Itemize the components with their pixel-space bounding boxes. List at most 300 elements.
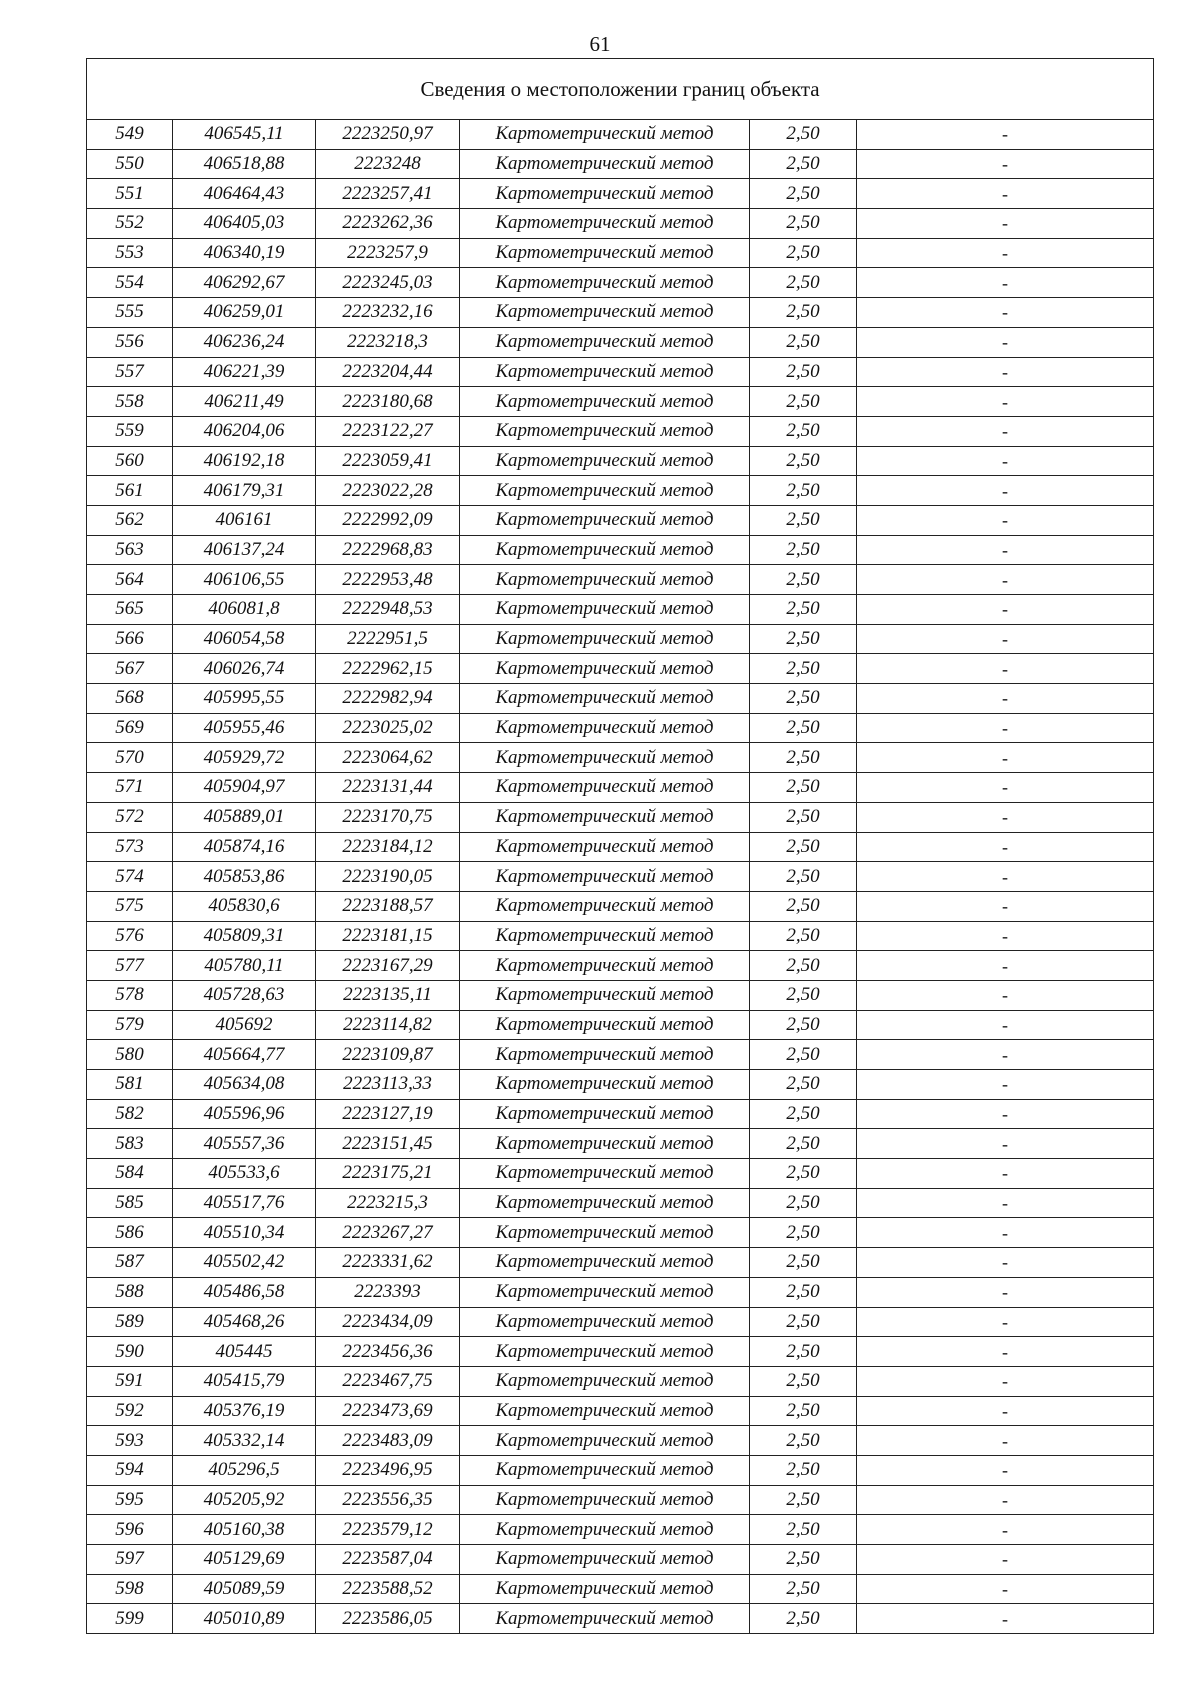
y-coordinate-cell: 2223250,97 <box>316 120 460 150</box>
x-coordinate-cell: 405486,58 <box>173 1277 316 1307</box>
point-number-cell: 577 <box>87 951 173 981</box>
point-number-cell: 584 <box>87 1159 173 1189</box>
table-row <box>87 1337 1154 1367</box>
y-coordinate-cell: 2223257,9 <box>316 238 460 268</box>
x-coordinate-cell: 405129,69 <box>173 1545 316 1575</box>
method-cell: Картометрический метод <box>460 1099 750 1129</box>
method-cell: Картометрический метод <box>460 1604 750 1634</box>
x-coordinate-cell: 405517,76 <box>173 1188 316 1218</box>
note-cell: - <box>857 1010 1154 1040</box>
point-number-cell: 589 <box>87 1307 173 1337</box>
note-cell: - <box>857 862 1154 892</box>
point-number-cell: 554 <box>87 268 173 298</box>
note-cell: - <box>857 476 1154 506</box>
method-cell: Картометрический метод <box>460 773 750 803</box>
y-coordinate-cell: 2223232,16 <box>316 298 460 328</box>
table-row <box>87 1307 1154 1337</box>
point-number-cell: 559 <box>87 416 173 446</box>
y-coordinate-cell: 2223181,15 <box>316 921 460 951</box>
point-number-cell: 565 <box>87 595 173 625</box>
note-cell: - <box>857 1366 1154 1396</box>
table-row <box>87 327 1154 357</box>
note-cell: - <box>857 1485 1154 1515</box>
table-title: Сведения о местоположении границ объекта <box>87 59 1154 120</box>
table-row <box>87 802 1154 832</box>
x-coordinate-cell: 405010,89 <box>173 1604 316 1634</box>
method-cell: Картометрический метод <box>460 891 750 921</box>
y-coordinate-cell: 2223245,03 <box>316 268 460 298</box>
x-coordinate-cell: 405780,11 <box>173 951 316 981</box>
point-number-cell: 552 <box>87 209 173 239</box>
note-cell: - <box>857 268 1154 298</box>
table-row <box>87 891 1154 921</box>
x-coordinate-cell: 405853,86 <box>173 862 316 892</box>
method-cell: Картометрический метод <box>460 1010 750 1040</box>
note-cell: - <box>857 654 1154 684</box>
accuracy-cell: 2,50 <box>750 1604 857 1634</box>
y-coordinate-cell: 2223262,36 <box>316 209 460 239</box>
point-number-cell: 566 <box>87 624 173 654</box>
x-coordinate-cell: 405929,72 <box>173 743 316 773</box>
accuracy-cell: 2,50 <box>750 179 857 209</box>
accuracy-cell: 2,50 <box>750 862 857 892</box>
table-row <box>87 1277 1154 1307</box>
x-coordinate-cell: 405830,6 <box>173 891 316 921</box>
accuracy-cell: 2,50 <box>750 327 857 357</box>
y-coordinate-cell: 2222951,5 <box>316 624 460 654</box>
table-row <box>87 387 1154 417</box>
point-number-cell: 585 <box>87 1188 173 1218</box>
point-number-cell: 599 <box>87 1604 173 1634</box>
x-coordinate-cell: 406137,24 <box>173 535 316 565</box>
y-coordinate-cell: 2223267,27 <box>316 1218 460 1248</box>
note-cell: - <box>857 921 1154 951</box>
method-cell: Картометрический метод <box>460 654 750 684</box>
point-number-cell: 581 <box>87 1070 173 1100</box>
method-cell: Картометрический метод <box>460 1040 750 1070</box>
note-cell: - <box>857 1604 1154 1634</box>
x-coordinate-cell: 405596,96 <box>173 1099 316 1129</box>
x-coordinate-cell: 405445 <box>173 1337 316 1367</box>
method-cell: Картометрический метод <box>460 862 750 892</box>
x-coordinate-cell: 406518,88 <box>173 149 316 179</box>
method-cell: Картометрический метод <box>460 1188 750 1218</box>
table-row <box>87 179 1154 209</box>
point-number-cell: 560 <box>87 446 173 476</box>
note-cell: - <box>857 743 1154 773</box>
y-coordinate-cell: 2223331,62 <box>316 1248 460 1278</box>
x-coordinate-cell: 406259,01 <box>173 298 316 328</box>
x-coordinate-cell: 405874,16 <box>173 832 316 862</box>
point-number-cell: 583 <box>87 1129 173 1159</box>
table-row <box>87 535 1154 565</box>
point-number-cell: 597 <box>87 1545 173 1575</box>
y-coordinate-cell: 2223496,95 <box>316 1455 460 1485</box>
point-number-cell: 591 <box>87 1366 173 1396</box>
point-number-cell: 561 <box>87 476 173 506</box>
table-row <box>87 209 1154 239</box>
x-coordinate-cell: 405415,79 <box>173 1366 316 1396</box>
table-row <box>87 1366 1154 1396</box>
point-number-cell: 598 <box>87 1574 173 1604</box>
x-coordinate-cell: 406464,43 <box>173 179 316 209</box>
table-row <box>87 1218 1154 1248</box>
x-coordinate-cell: 405634,08 <box>173 1070 316 1100</box>
x-coordinate-cell: 406179,31 <box>173 476 316 506</box>
note-cell: - <box>857 773 1154 803</box>
point-number-cell: 590 <box>87 1337 173 1367</box>
x-coordinate-cell: 406236,24 <box>173 327 316 357</box>
note-cell: - <box>857 1188 1154 1218</box>
accuracy-cell: 2,50 <box>750 802 857 832</box>
accuracy-cell: 2,50 <box>750 149 857 179</box>
method-cell: Картометрический метод <box>460 1307 750 1337</box>
method-cell: Картометрический метод <box>460 416 750 446</box>
y-coordinate-cell: 2223151,45 <box>316 1129 460 1159</box>
accuracy-cell: 2,50 <box>750 1070 857 1100</box>
table-row <box>87 120 1154 150</box>
table-row <box>87 713 1154 743</box>
y-coordinate-cell: 2223248 <box>316 149 460 179</box>
method-cell: Картометрический метод <box>460 268 750 298</box>
point-number-cell: 570 <box>87 743 173 773</box>
point-number-cell: 551 <box>87 179 173 209</box>
x-coordinate-cell: 405332,14 <box>173 1426 316 1456</box>
point-number-cell: 563 <box>87 535 173 565</box>
point-number-cell: 594 <box>87 1455 173 1485</box>
point-number-cell: 595 <box>87 1485 173 1515</box>
x-coordinate-cell: 406221,39 <box>173 357 316 387</box>
y-coordinate-cell: 2223588,52 <box>316 1574 460 1604</box>
point-number-cell: 555 <box>87 298 173 328</box>
y-coordinate-cell: 2223180,68 <box>316 387 460 417</box>
table-row <box>87 1010 1154 1040</box>
method-cell: Картометрический метод <box>460 951 750 981</box>
x-coordinate-cell: 406081,8 <box>173 595 316 625</box>
table-row <box>87 476 1154 506</box>
accuracy-cell: 2,50 <box>750 1307 857 1337</box>
table-row <box>87 149 1154 179</box>
method-cell: Картометрический метод <box>460 595 750 625</box>
y-coordinate-cell: 2223456,36 <box>316 1337 460 1367</box>
note-cell: - <box>857 1545 1154 1575</box>
method-cell: Картометрический метод <box>460 1545 750 1575</box>
note-cell: - <box>857 416 1154 446</box>
note-cell: - <box>857 624 1154 654</box>
accuracy-cell: 2,50 <box>750 654 857 684</box>
method-cell: Картометрический метод <box>460 1277 750 1307</box>
method-cell: Картометрический метод <box>460 238 750 268</box>
table-body <box>87 59 1154 1634</box>
table-row <box>87 1396 1154 1426</box>
x-coordinate-cell: 406292,67 <box>173 268 316 298</box>
table-row <box>87 1574 1154 1604</box>
x-coordinate-cell: 406340,19 <box>173 238 316 268</box>
note-cell: - <box>857 446 1154 476</box>
x-coordinate-cell: 405904,97 <box>173 773 316 803</box>
y-coordinate-cell: 2223175,21 <box>316 1159 460 1189</box>
point-number-cell: 586 <box>87 1218 173 1248</box>
y-coordinate-cell: 2223025,02 <box>316 713 460 743</box>
x-coordinate-cell: 406106,55 <box>173 565 316 595</box>
x-coordinate-cell: 405510,34 <box>173 1218 316 1248</box>
accuracy-cell: 2,50 <box>750 980 857 1010</box>
table-row <box>87 684 1154 714</box>
x-coordinate-cell: 405955,46 <box>173 713 316 743</box>
note-cell: - <box>857 1099 1154 1129</box>
point-number-cell: 571 <box>87 773 173 803</box>
accuracy-cell: 2,50 <box>750 1545 857 1575</box>
y-coordinate-cell: 2223467,75 <box>316 1366 460 1396</box>
table-row <box>87 1129 1154 1159</box>
table-row <box>87 298 1154 328</box>
point-number-cell: 550 <box>87 149 173 179</box>
accuracy-cell: 2,50 <box>750 1574 857 1604</box>
y-coordinate-cell: 2222948,53 <box>316 595 460 625</box>
note-cell: - <box>857 802 1154 832</box>
point-number-cell: 575 <box>87 891 173 921</box>
accuracy-cell: 2,50 <box>750 476 857 506</box>
table-row <box>87 654 1154 684</box>
y-coordinate-cell: 2223022,28 <box>316 476 460 506</box>
table-row <box>87 1455 1154 1485</box>
accuracy-cell: 2,50 <box>750 921 857 951</box>
method-cell: Картометрический метод <box>460 446 750 476</box>
accuracy-cell: 2,50 <box>750 1099 857 1129</box>
x-coordinate-cell: 405995,55 <box>173 684 316 714</box>
table-row <box>87 1545 1154 1575</box>
x-coordinate-cell: 406204,06 <box>173 416 316 446</box>
point-number-cell: 578 <box>87 980 173 1010</box>
y-coordinate-cell: 2223109,87 <box>316 1040 460 1070</box>
accuracy-cell: 2,50 <box>750 1277 857 1307</box>
note-cell: - <box>857 209 1154 239</box>
point-number-cell: 576 <box>87 921 173 951</box>
accuracy-cell: 2,50 <box>750 298 857 328</box>
x-coordinate-cell: 405692 <box>173 1010 316 1040</box>
accuracy-cell: 2,50 <box>750 1218 857 1248</box>
y-coordinate-cell: 2223188,57 <box>316 891 460 921</box>
table-row <box>87 743 1154 773</box>
accuracy-cell: 2,50 <box>750 624 857 654</box>
accuracy-cell: 2,50 <box>750 713 857 743</box>
accuracy-cell: 2,50 <box>750 416 857 446</box>
note-cell: - <box>857 535 1154 565</box>
note-cell: - <box>857 1455 1154 1485</box>
table-row <box>87 1040 1154 1070</box>
note-cell: - <box>857 1426 1154 1456</box>
y-coordinate-cell: 2223170,75 <box>316 802 460 832</box>
y-coordinate-cell: 2223059,41 <box>316 446 460 476</box>
table-row <box>87 238 1154 268</box>
table-row <box>87 1159 1154 1189</box>
point-number-cell: 593 <box>87 1426 173 1456</box>
note-cell: - <box>857 1248 1154 1278</box>
accuracy-cell: 2,50 <box>750 1248 857 1278</box>
x-coordinate-cell: 406405,03 <box>173 209 316 239</box>
point-number-cell: 567 <box>87 654 173 684</box>
note-cell: - <box>857 238 1154 268</box>
method-cell: Картометрический метод <box>460 1218 750 1248</box>
accuracy-cell: 2,50 <box>750 1515 857 1545</box>
method-cell: Картометрический метод <box>460 535 750 565</box>
point-number-cell: 549 <box>87 120 173 150</box>
table-row <box>87 1515 1154 1545</box>
y-coordinate-cell: 2223257,41 <box>316 179 460 209</box>
x-coordinate-cell: 406192,18 <box>173 446 316 476</box>
table-row <box>87 951 1154 981</box>
x-coordinate-cell: 406161 <box>173 505 316 535</box>
accuracy-cell: 2,50 <box>750 1485 857 1515</box>
note-cell: - <box>857 713 1154 743</box>
note-cell: - <box>857 149 1154 179</box>
note-cell: - <box>857 298 1154 328</box>
note-cell: - <box>857 1129 1154 1159</box>
point-number-cell: 592 <box>87 1396 173 1426</box>
accuracy-cell: 2,50 <box>750 387 857 417</box>
table-row <box>87 832 1154 862</box>
x-coordinate-cell: 405468,26 <box>173 1307 316 1337</box>
y-coordinate-cell: 2223131,44 <box>316 773 460 803</box>
note-cell: - <box>857 505 1154 535</box>
accuracy-cell: 2,50 <box>750 565 857 595</box>
accuracy-cell: 2,50 <box>750 238 857 268</box>
table-row <box>87 268 1154 298</box>
page-number: 61 <box>589 32 611 56</box>
x-coordinate-cell: 405376,19 <box>173 1396 316 1426</box>
x-coordinate-cell: 405296,5 <box>173 1455 316 1485</box>
method-cell: Картометрический метод <box>460 1337 750 1367</box>
note-cell: - <box>857 832 1154 862</box>
y-coordinate-cell: 2223556,35 <box>316 1485 460 1515</box>
note-cell: - <box>857 357 1154 387</box>
accuracy-cell: 2,50 <box>750 209 857 239</box>
table-row <box>87 1188 1154 1218</box>
y-coordinate-cell: 2222962,15 <box>316 654 460 684</box>
method-cell: Картометрический метод <box>460 684 750 714</box>
method-cell: Картометрический метод <box>460 149 750 179</box>
accuracy-cell: 2,50 <box>750 1366 857 1396</box>
note-cell: - <box>857 1515 1154 1545</box>
point-number-cell: 587 <box>87 1248 173 1278</box>
y-coordinate-cell: 2223393 <box>316 1277 460 1307</box>
method-cell: Картометрический метод <box>460 565 750 595</box>
y-coordinate-cell: 2222992,09 <box>316 505 460 535</box>
accuracy-cell: 2,50 <box>750 505 857 535</box>
method-cell: Картометрический метод <box>460 1159 750 1189</box>
accuracy-cell: 2,50 <box>750 891 857 921</box>
point-number-cell: 553 <box>87 238 173 268</box>
note-cell: - <box>857 120 1154 150</box>
y-coordinate-cell: 2223113,33 <box>316 1070 460 1100</box>
x-coordinate-cell: 405664,77 <box>173 1040 316 1070</box>
accuracy-cell: 2,50 <box>750 1426 857 1456</box>
x-coordinate-cell: 405889,01 <box>173 802 316 832</box>
x-coordinate-cell: 406211,49 <box>173 387 316 417</box>
method-cell: Картометрический метод <box>460 120 750 150</box>
point-number-cell: 568 <box>87 684 173 714</box>
note-cell: - <box>857 1396 1154 1426</box>
x-coordinate-cell: 405557,36 <box>173 1129 316 1159</box>
table-row <box>87 980 1154 1010</box>
table-row <box>87 1604 1154 1634</box>
note-cell: - <box>857 951 1154 981</box>
point-number-cell: 579 <box>87 1010 173 1040</box>
point-number-cell: 582 <box>87 1099 173 1129</box>
point-number-cell: 572 <box>87 802 173 832</box>
note-cell: - <box>857 1337 1154 1367</box>
table-row <box>87 1099 1154 1129</box>
y-coordinate-cell: 2223587,04 <box>316 1545 460 1575</box>
x-coordinate-cell: 405728,63 <box>173 980 316 1010</box>
y-coordinate-cell: 2223434,09 <box>316 1307 460 1337</box>
y-coordinate-cell: 2223483,09 <box>316 1426 460 1456</box>
note-cell: - <box>857 1070 1154 1100</box>
method-cell: Картометрический метод <box>460 624 750 654</box>
accuracy-cell: 2,50 <box>750 684 857 714</box>
note-cell: - <box>857 565 1154 595</box>
x-coordinate-cell: 405809,31 <box>173 921 316 951</box>
table-row <box>87 1070 1154 1100</box>
y-coordinate-cell: 2223190,05 <box>316 862 460 892</box>
y-coordinate-cell: 2222968,83 <box>316 535 460 565</box>
note-cell: - <box>857 1040 1154 1070</box>
y-coordinate-cell: 2223064,62 <box>316 743 460 773</box>
table-row <box>87 773 1154 803</box>
method-cell: Картометрический метод <box>460 1366 750 1396</box>
note-cell: - <box>857 980 1154 1010</box>
method-cell: Картометрический метод <box>460 1515 750 1545</box>
x-coordinate-cell: 405089,59 <box>173 1574 316 1604</box>
note-cell: - <box>857 327 1154 357</box>
point-number-cell: 573 <box>87 832 173 862</box>
method-cell: Картометрический метод <box>460 298 750 328</box>
x-coordinate-cell: 406054,58 <box>173 624 316 654</box>
method-cell: Картометрический метод <box>460 1574 750 1604</box>
y-coordinate-cell: 2223204,44 <box>316 357 460 387</box>
x-coordinate-cell: 405502,42 <box>173 1248 316 1278</box>
y-coordinate-cell: 2223127,19 <box>316 1099 460 1129</box>
note-cell: - <box>857 684 1154 714</box>
accuracy-cell: 2,50 <box>750 268 857 298</box>
table-row <box>87 595 1154 625</box>
point-number-cell: 558 <box>87 387 173 417</box>
y-coordinate-cell: 2223122,27 <box>316 416 460 446</box>
method-cell: Картометрический метод <box>460 1248 750 1278</box>
accuracy-cell: 2,50 <box>750 120 857 150</box>
table-title-row <box>87 59 1154 120</box>
table-row <box>87 862 1154 892</box>
method-cell: Картометрический метод <box>460 713 750 743</box>
method-cell: Картометрический метод <box>460 1426 750 1456</box>
accuracy-cell: 2,50 <box>750 1337 857 1367</box>
x-coordinate-cell: 405533,6 <box>173 1159 316 1189</box>
y-coordinate-cell: 2223473,69 <box>316 1396 460 1426</box>
point-number-cell: 580 <box>87 1040 173 1070</box>
note-cell: - <box>857 387 1154 417</box>
method-cell: Картометрический метод <box>460 505 750 535</box>
x-coordinate-cell: 405160,38 <box>173 1515 316 1545</box>
method-cell: Картометрический метод <box>460 476 750 506</box>
x-coordinate-cell: 405205,92 <box>173 1485 316 1515</box>
note-cell: - <box>857 1159 1154 1189</box>
method-cell: Картометрический метод <box>460 1070 750 1100</box>
table-row <box>87 1248 1154 1278</box>
y-coordinate-cell: 2223114,82 <box>316 1010 460 1040</box>
accuracy-cell: 2,50 <box>750 1396 857 1426</box>
point-number-cell: 556 <box>87 327 173 357</box>
accuracy-cell: 2,50 <box>750 743 857 773</box>
